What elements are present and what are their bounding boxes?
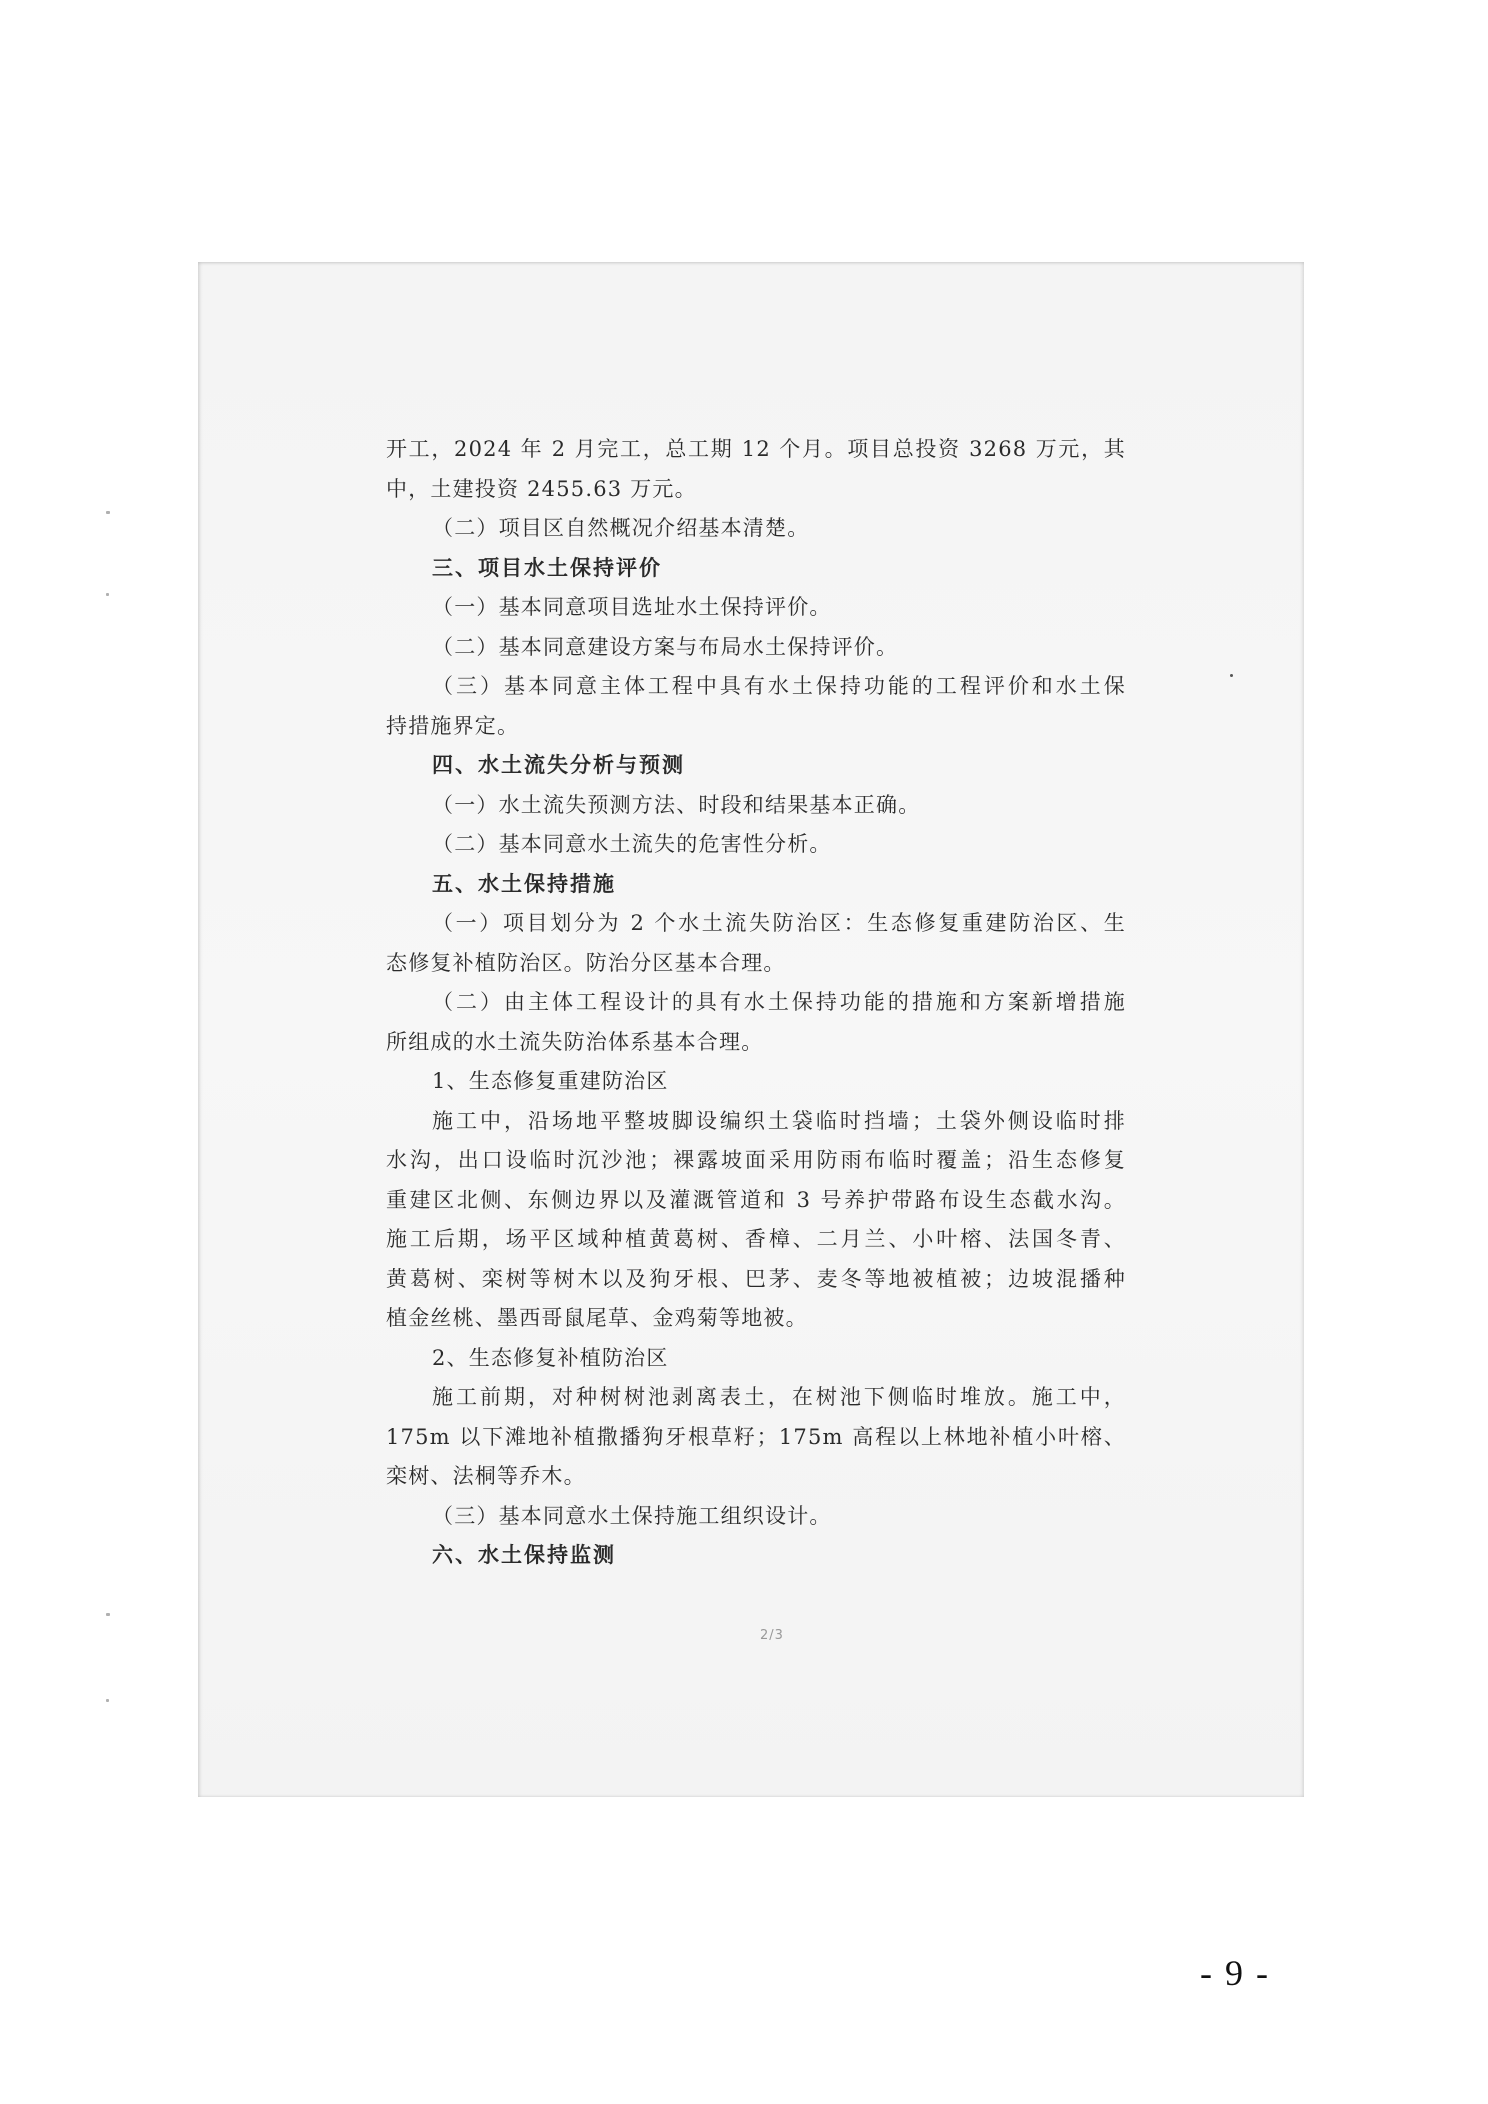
- body-line: 植金丝桃、墨西哥鼠尾草、金鸡菊等地被。: [386, 1306, 808, 1330]
- scan-speck: [1230, 674, 1233, 677]
- margin-mark: [106, 1699, 109, 1702]
- body-line: （一）项目划分为 2 个水土流失防治区：生态修复重建防治区、生: [432, 911, 1126, 935]
- body-line: 施工中，沿场地平整坡脚设编织土袋临时挡墙；土袋外侧设临时排: [432, 1108, 1126, 1133]
- document-body: [386, 430, 1126, 1576]
- body-line: （三）基本同意主体工程中具有水土保持功能的工程评价和水土保: [432, 674, 1126, 698]
- body-line: （二）基本同意建设方案与布局水土保持评价。: [432, 634, 899, 659]
- section-heading: 五、水土保持措施: [432, 871, 616, 896]
- body-line: 开工，2024 年 2 月完工，总工期 12 个月。项目总投资 3268 万元，其: [386, 437, 1126, 461]
- margin-mark: [106, 1613, 110, 1616]
- body-line: 水沟，出口设临时沉沙池；裸露坡面采用防雨布临时覆盖；沿生态修复: [386, 1148, 1126, 1172]
- scan-page-number: 2/3: [760, 1628, 784, 1643]
- body-line: （一）水土流失预测方法、时段和结果基本正确。: [432, 792, 921, 817]
- section-heading: 三、项目水土保持评价: [432, 555, 662, 580]
- body-line: （二）项目区自然概况介绍基本清楚。: [432, 516, 810, 540]
- margin-mark: [106, 593, 109, 596]
- body-line: 175m 以下滩地补植撒播狗牙根草籽；175m 高程以上林地补植小叶榕、: [386, 1424, 1126, 1449]
- body-line: （二）基本同意水土流失的危害性分析。: [432, 832, 832, 856]
- body-line: （三）基本同意水土保持施工组织设计。: [432, 1503, 832, 1528]
- body-line: 所组成的水土流失防治体系基本合理。: [386, 1029, 764, 1054]
- body-line: 重建区北侧、东侧边界以及灌溉管道和 3 号养护带路布设生态截水沟。: [386, 1187, 1126, 1212]
- body-line: 施工前期，对种树树池剥离表土，在树池下侧临时堆放。施工中，: [432, 1385, 1126, 1409]
- body-line: 黄葛树、栾树等树木以及狗牙根、巴茅、麦冬等地被植被；边坡混播种: [386, 1266, 1126, 1291]
- body-line: 施工后期，场平区域种植黄葛树、香樟、二月兰、小叶榕、法国冬青、: [386, 1227, 1126, 1251]
- subsection-heading: 1、生态修复重建防治区: [432, 1069, 669, 1093]
- body-line: 中，土建投资 2455.63 万元。: [386, 476, 697, 501]
- margin-mark: [106, 511, 110, 514]
- page-number: - 9 -: [1200, 1953, 1270, 1993]
- body-line: （一）基本同意项目选址水土保持评价。: [432, 595, 832, 619]
- body-line: （二）由主体工程设计的具有水土保持功能的措施和方案新增措施: [432, 990, 1126, 1014]
- section-heading: 四、水土流失分析与预测: [432, 753, 685, 777]
- body-line: 持措施界定。: [386, 713, 520, 738]
- body-line: 栾树、法桐等乔木。: [386, 1464, 586, 1488]
- subsection-heading: 2、生态修复补植防治区: [432, 1345, 669, 1370]
- section-heading: 六、水土保持监测: [432, 1543, 616, 1567]
- body-line: 态修复补植防治区。防治分区基本合理。: [386, 950, 786, 975]
